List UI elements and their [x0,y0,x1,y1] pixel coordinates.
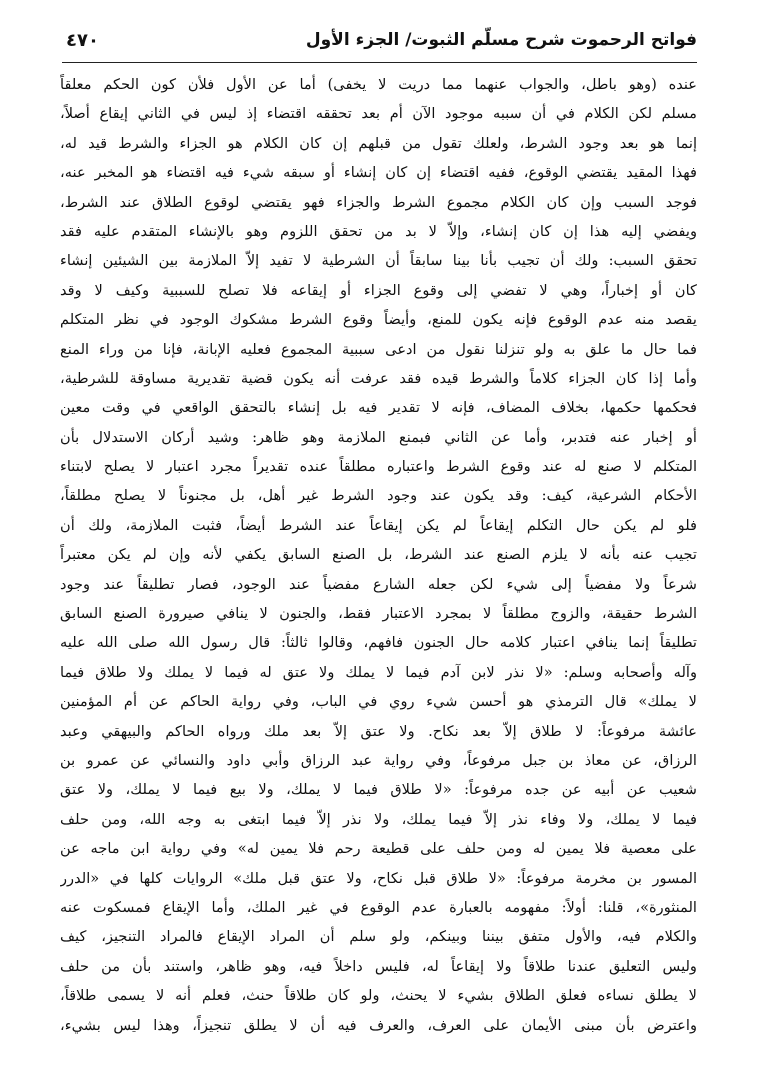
text-line: فوجد السبب وإن كان الكلام مجموع الشرط والجزاء فهو يقتضي لوقوع الطلاق عند الشرط، [60,193,697,211]
running-header [62,22,697,63]
text-line: المتكلم لا صنع له عند وقوع الشرط واعتباره مطلقاً عنده تقديراً مجرد اعتبار لا يصلح لابتناء [60,458,697,476]
text-line: تطليقاً إنما ينافي اعتبار كلامه حال الجنون فافهم، وقالوا ثالثاً: قال رسول الله صلى الله عليه [60,634,697,652]
text-line: والكلام فيه، والأول متفق بيننا وبينكم، ولو سلم أن المراد الإيقاع فالمراد التنجيز، كيف [60,928,697,946]
text-line: لا يملك» قال الترمذي هو أحسن شيء روي في الباب، وفي رواية الحاكم عن أم المؤمنين [60,693,697,711]
text-line: المنثورة»، قلنا: أولاً: مفهومه بالعبارة عدم الوقوع في غير الملك، وأما الإيقاع فمسكوت عنه [60,898,697,916]
text-line: أو إخبار عنه فتدبر، وأما عن الثاني فبمنع الملازمة وهو ظاهر: وشيد أركان الاستدلال بأن [60,428,697,446]
text-line: وأما إذا كان الجزاء كلاماً والشرط قيده فقد عرفت أنه يكون قضية تقديرية مساوقة للشرطية، [60,369,697,387]
text-line: الأحكام الشرعية، كيف: وقد يكون عند وجود الشرط غير أهل، بل مجنوناً لا يصلح مطلقاً، [60,487,697,505]
text-line: فهذا المقيد يقتضي الوقوع، ففيه اقتضاء إن كان إنشاء أو سبقه شيء فيه اقتضاء هو المخبر عنه، [60,164,697,182]
text-line: عنده (وهو باطل، والجواب عنهما مما دريت لا يخفى) أما عن الأول فلأن كون الحكم معلقاً [60,76,697,93]
text-line: يقصد منه عدم الوقوع فإنه يكون للمنع، وأيضاً وقوع الشرط مشكوك الوجود في نظر المتكلم [60,311,697,329]
text-line: عائشة مرفوعاً: لا طلاق إلاّ بعد نكاح. ولا عتق إلاّ بعد ملك ورواه الحاكم والبيهقي وعبد [60,722,697,740]
text-line: تحقق السبب: ولك أن تجيب بأنا بينا سابقاً أن الشرطية لا تفيد إلاّ الملازمة بين الشيئين إنشاء [60,252,697,270]
book-title: فواتح الرحموت شرح مسلّم الثبوت/ الجزء الأول [305,30,697,50]
text-line: فحكمها حكمها، بخلاف المضاف، فإنه لا تقدير فيه بل إنشاء بالتحقق الواقعي في وقت معين [60,399,697,417]
text-line: ويفضي إليه هذا إن كان إنشاء، وإلاّ لا بد من تحقق اللزوم وهو بالإنشاء المتقدم عليه فقد [60,222,697,240]
text-line: فيما لا يملك، ولا وفاء نذر إلاّ فيما يملك، ولا نذر إلاّ فيما ابتغى به وجه الله، ومن حلف [60,810,697,828]
text-line: لا يطلق نساءه فعلق الطلاق بشيء لا يحنث، ولو كان طلاقاً حنث، فعلم أنه لا يسمى طلاقاً، [60,987,697,1005]
page-number: ٤٧٠ [66,30,99,51]
text-line: المسور بن مخرمة مرفوعاً: «لا طلاق قبل نكاح، ولا عتق قبل ملك» الروايات كلها في «الدرر [60,869,697,887]
text-line: إنما هو بعد وجود الشرط، ولعلك تقول من قبلهم إن كان الكلام هو الجزاء والشرط قيد له، [60,134,697,152]
text-line: على معصية فلا يمين له ومن حلف على قطيعة رحم فلا يمين له» وفي رواية ابن ماجه عن [60,840,697,858]
text-line: شرعاً ولا مفضياً إلى شيء لكن جعله الشارع مفضياً عند الوجود، فصار تطليقاً عند وجود [60,575,697,593]
text-line: واعترض بأن مبنى الأيمان على العرف، والعرف فيه أن لا يطلق تنجيزاً، وهذا ليس بشيء، [60,1016,697,1034]
body-text [60,70,697,1040]
text-line: وآله وأصحابه وسلم: «لا نذر لابن آدم فيما لا يملك ولا عتق له فيما لا يملك ولا طلاق فيما [60,663,697,681]
text-line: وليس التعليق عندنا طلاقاً ولا إيقاعاً له، فليس داخلاً فيه، وهو ظاهر، واستند بأن من حلف [60,957,697,975]
text-line: مسلم لكن الكلام في أن سببه موجود الآن أم بعد تحققه اقتضاء إذ ليس في الثاني إيقاع أصلاً، [60,105,697,123]
text-line: الشرط حقيقة، والزوج مطلقاً لا بمجرد الاعتبار فقط، والجنون لا ينافي صيرورة الصنع السابق [60,605,697,623]
text-line: تجيب عنه بأنه لا يلزم الصنع عند الشرط، بل الصنع السابق يكفي لأنه وإن لم يكن معتبراً [60,546,697,564]
text-line: فلو لم يكن حال التكلم إيقاعاً لم يكن إيقاعاً عند الشرط أيضاً، فثبت الملازمة، ولك أن [60,516,697,534]
text-line: شعيب عن أبيه عن جده مرفوعاً: «لا طلاق فيما لا يملك، ولا بيع فيما لا يملك، ولا عتق [60,781,697,799]
text-line: فما حال ما علق به ولو تنزلنا نقول من ادعى سببية المجموع فعليه الإبانة، فإنا من وراء المنع [60,340,697,358]
text-line: كان أو إخباراً، وهي لا تفضي إلى وقوع الجزاء أو إيقاعه فلا تصلح للسببية وكيف لا وقد [60,281,697,299]
text-line: الرزاق، عن معاذ بن جبل مرفوعاً، وفي رواية عبد الرزاق وأبي داود والنسائي عن عمرو بن [60,751,697,769]
